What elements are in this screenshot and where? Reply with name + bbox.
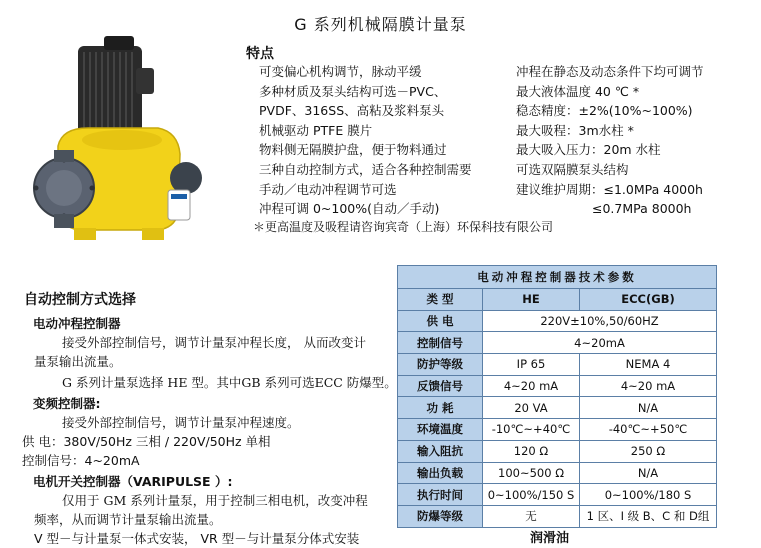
- table-cell: 250 Ω: [579, 440, 716, 462]
- row-label: 反馈信号: [398, 375, 483, 397]
- feature-item: 建议维护周期：≤1.0MPa 4000h: [516, 181, 703, 197]
- table-cell: 0~100%/150 S: [483, 484, 580, 506]
- header-cell: HE: [483, 289, 580, 311]
- lubricant-heading: 润滑油: [530, 531, 570, 546]
- install-note: V 型－与计量泵一体式安装， VR 型－与计量泵分体式安装: [34, 531, 360, 546]
- varipulse-desc: 仅用于 GM 系列计量泵，用于控制三相电机，改变冲程: [62, 493, 368, 508]
- spec-table-caption: 电动冲程控制器技术参数: [398, 266, 717, 289]
- header-cell: ECC(GB): [579, 289, 716, 311]
- table-row: [398, 397, 717, 419]
- feature-item: 多种材质及泵头结构可选－PVC、: [259, 83, 447, 99]
- vfd-controller-desc: 接受外部控制信号，调节计量泵冲程速度。: [62, 415, 300, 430]
- feature-item: 三种自动控制方式，适合各种控制需要: [259, 161, 472, 177]
- spec-table-header: [398, 289, 717, 311]
- row-label: 功 耗: [398, 397, 483, 419]
- feature-item: 机械驱动 PTFE 膜片: [259, 122, 373, 138]
- table-row: [398, 332, 717, 354]
- header-cell: 类 型: [398, 289, 483, 311]
- varipulse-desc: 频率，从而调节计量泵输出流量。: [34, 512, 222, 527]
- vfd-controller-title: 变频控制器:: [33, 396, 101, 411]
- table-cell: 100~500 Ω: [483, 462, 580, 484]
- auto-control-heading: 自动控制方式选择: [24, 292, 136, 308]
- row-label: 输出负载: [398, 462, 483, 484]
- consult-note: ＊更高温度及吸程请咨询宾奇（上海）环保科技有限公司: [253, 220, 554, 234]
- feature-item: 可选双隔膜泵头结构: [516, 161, 629, 177]
- row-label: 执行时间: [398, 484, 483, 506]
- table-cell: -40℃~+50℃: [579, 419, 716, 441]
- table-row: [398, 354, 717, 376]
- table-cell: N/A: [579, 462, 716, 484]
- row-label: 环境温度: [398, 419, 483, 441]
- feature-item: 最大液体温度 40 ℃ *: [516, 83, 640, 99]
- feature-item: 冲程在静态及动态条件下均可调节: [516, 64, 704, 79]
- table-row: [398, 440, 717, 462]
- table-row: [398, 484, 717, 506]
- table-row: [398, 419, 717, 441]
- row-label: 防爆等级: [398, 505, 483, 527]
- row-label: 控制信号: [398, 332, 483, 354]
- table-cell: IP 65: [483, 354, 580, 376]
- row-label: 供 电: [398, 310, 483, 332]
- feature-item: 物料侧无隔膜护盘，便于物料通过: [259, 142, 447, 158]
- table-cell: 20 VA: [483, 397, 580, 419]
- features-heading: 特点: [246, 46, 274, 62]
- table-cell: 220V±10%,50/60HZ: [483, 310, 717, 332]
- varipulse-title: 电机开关控制器（VARIPULSE ）:: [33, 474, 233, 489]
- feature-item: 冲程可调 0~100%(自动／手动): [259, 201, 440, 217]
- stroke-controller-title: 电动冲程控制器: [33, 316, 121, 331]
- metering-pump-image: [18, 28, 218, 246]
- stroke-controller-desc: 量泵输出流量。: [34, 354, 122, 369]
- stroke-controller-desc: 接受外部控制信号，调节计量泵冲程长度， 从而改变计: [62, 335, 366, 350]
- table-row: [398, 462, 717, 484]
- table-row: [398, 310, 717, 332]
- power-spec: 供 电：380V/50Hz 三相 / 220V/50Hz 单相: [22, 434, 271, 449]
- table-cell: 4~20mA: [483, 332, 717, 354]
- feature-item: ≤0.7MPa 8000h: [592, 201, 692, 217]
- feature-item: 最大吸程：3m水柱 *: [516, 122, 634, 138]
- spec-table: [397, 265, 717, 528]
- series-note: G 系列计量泵选择 HE 型。其中GB 系列可选ECC 防爆型。: [62, 375, 397, 390]
- table-cell: 无: [483, 505, 580, 527]
- signal-spec: 控制信号：4~20mA: [22, 453, 140, 468]
- table-cell: -10℃~+40℃: [483, 419, 580, 441]
- table-cell: 4~20 mA: [579, 375, 716, 397]
- feature-item: 最大吸入压力：20m 水柱: [516, 142, 661, 158]
- page-title: G 系列机械隔膜计量泵: [294, 15, 467, 34]
- table-row: [398, 375, 717, 397]
- table-cell: 4~20 mA: [483, 375, 580, 397]
- features-left-list: [259, 62, 472, 219]
- features-right-list: [516, 62, 704, 219]
- feature-item: 稳态精度：±2%(10%~100%): [516, 103, 693, 119]
- feature-item: 手动／电动冲程调节可选: [259, 181, 397, 197]
- table-cell: 120 Ω: [483, 440, 580, 462]
- table-cell: N/A: [579, 397, 716, 419]
- feature-item: 可变偏心机构调节，脉动平缓: [259, 64, 422, 79]
- feature-item: PVDF、316SS、高粘及浆料泵头: [259, 103, 445, 119]
- table-cell: NEMA 4: [579, 354, 716, 376]
- row-label: 防护等级: [398, 354, 483, 376]
- table-cell: 0~100%/180 S: [579, 484, 716, 506]
- table-row: [398, 505, 717, 527]
- row-label: 输入阻抗: [398, 440, 483, 462]
- table-cell: 1 区、I 级 B、C 和 D组: [579, 505, 716, 527]
